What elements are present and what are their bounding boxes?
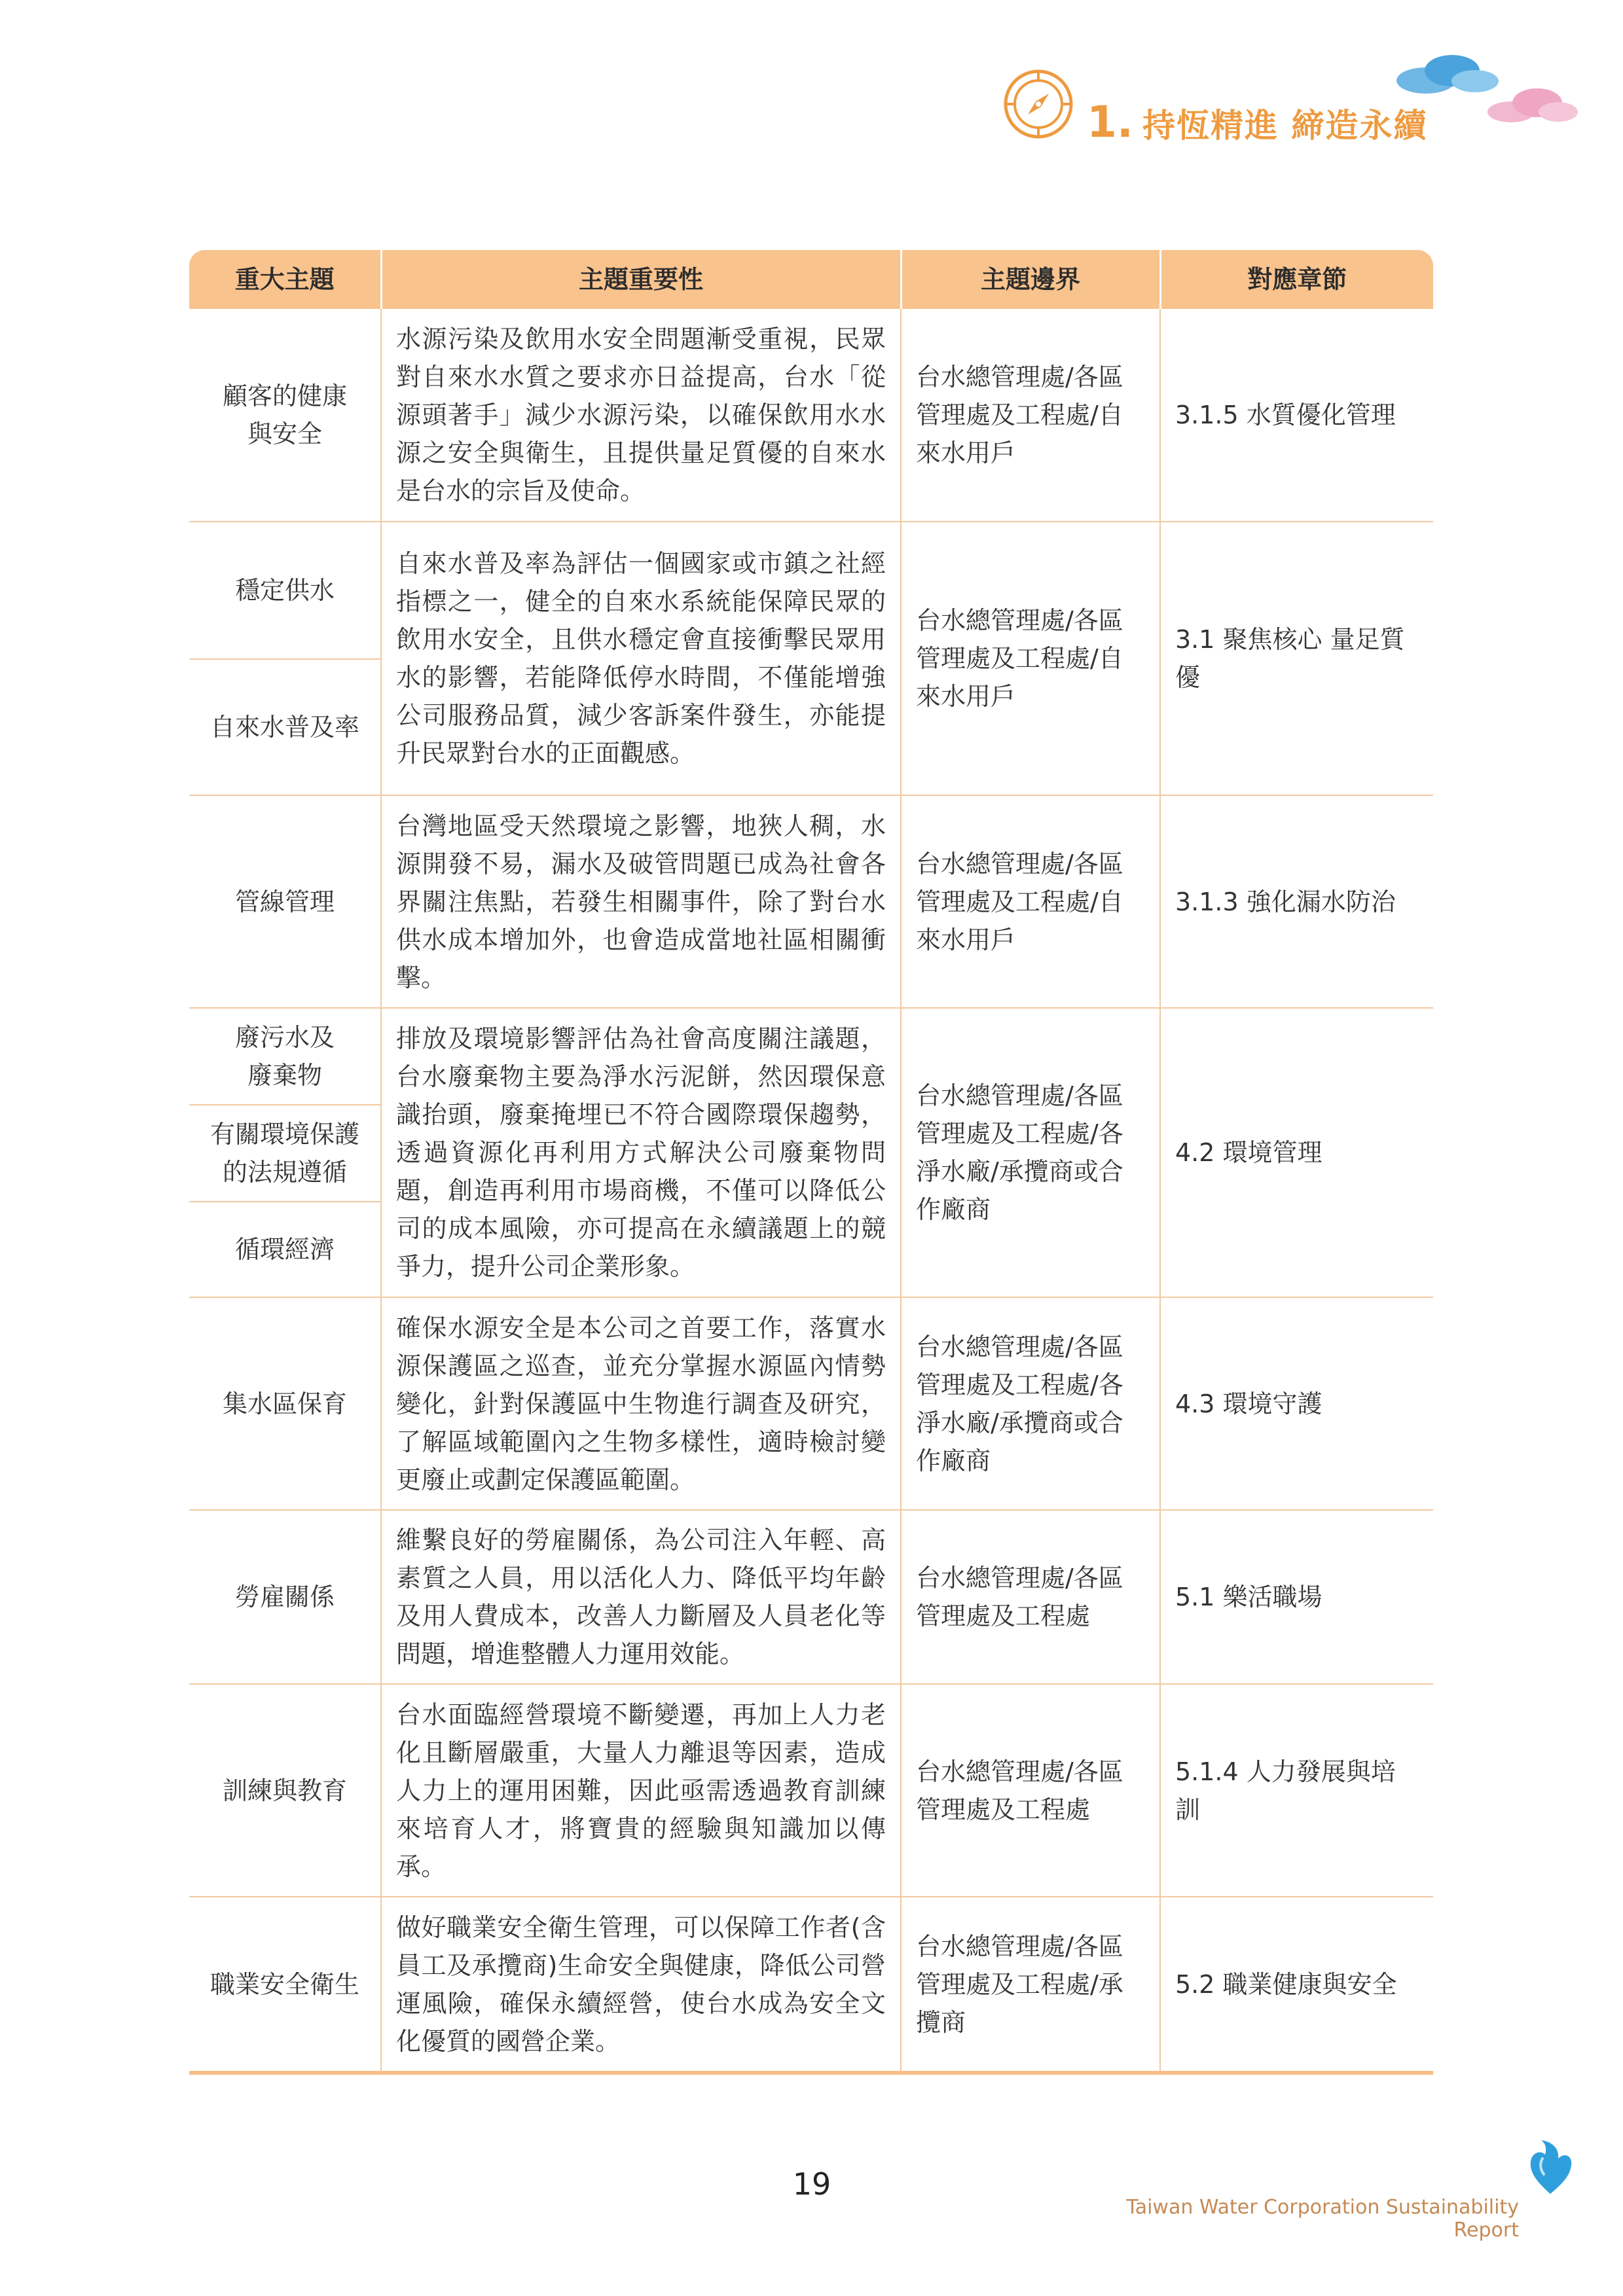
header-topic: 重大主題 (189, 250, 381, 309)
topic-cell: 職業安全衛生 (189, 1897, 381, 2071)
boundary-cell: 台水總管理處/各區管理處及工程處/自來水用戶 (901, 309, 1160, 522)
topic-cell: 顧客的健康 與安全 (222, 382, 347, 448)
chapter-cell: 3.1.5 水質優化管理 (1160, 309, 1433, 522)
chapter-number: 1. (1087, 97, 1133, 147)
table-row (189, 309, 1433, 522)
page-number: 19 (792, 2166, 831, 2202)
table-row (189, 795, 1433, 1008)
topic-cell: 有關環境保護 的法規遵循 (189, 1105, 381, 1202)
chapter-cell: 4.3 環境守護 (1160, 1297, 1433, 1510)
chapter-title: 持恆精進 締造永續 (1142, 107, 1428, 145)
chapter-cell: 3.1.3 強化漏水防治 (1160, 795, 1433, 1008)
importance-cell: 台灣地區受天然環境之影響，地狹人稠，水源開發不易，漏水及破管問題已成為社會各界關注焦點，若發生相關事件，除了對台水供水成本增加外，也會造成當地社區相關衝擊。 (381, 795, 901, 1008)
topic-cell: 集水區保育 (189, 1297, 381, 1510)
chapter-cell: 5.1.4 人力發展與培訓 (1160, 1684, 1433, 1897)
table-bottom-rule (189, 2071, 1433, 2075)
importance-cell: 維繫良好的勞雇關係，為公司注入年輕、高素質之人員，用以活化人力、降低平均年齡及用人費成本，改善人力斷層及人員老化等問題，增進整體人力運用效能。 (381, 1510, 901, 1684)
chapter-cell: 3.1 聚焦核心 量足質優 (1160, 522, 1433, 795)
cloud-icon (1485, 82, 1580, 128)
table-row (189, 1297, 1433, 1510)
header-chapter: 對應章節 (1160, 250, 1433, 309)
topic-cell: 穩定供水 (189, 522, 381, 659)
importance-cell: 水源污染及飲用水安全問題漸受重視，民眾對自來水水質之要求亦日益提高，台水「從源頭著手」減少水源污染，以確保飲用水水源之安全與衛生，且提供量足質優的自來水是台水的宗旨及使命。 (381, 309, 901, 522)
chapter-heading (1087, 97, 1427, 149)
page-header (0, 0, 1623, 196)
report-name: Taiwan Water Corporation Sustainability Report (1126, 2196, 1519, 2242)
boundary-cell: 台水總管理處/各區管理處及工程處 (901, 1510, 1160, 1684)
compass-icon (1002, 67, 1075, 141)
boundary-cell: 台水總管理處/各區管理處及工程處/各淨水廠/承攬商或合作廠商 (901, 1297, 1160, 1510)
table-row (189, 1897, 1433, 2071)
table-header-row (189, 250, 1433, 309)
boundary-cell: 台水總管理處/各區管理處及工程處/自來水用戶 (901, 795, 1160, 1008)
topic-cell: 勞雇關係 (189, 1510, 381, 1684)
importance-cell: 做好職業安全衛生管理，可以保障工作者(含員工及承攬商)生命安全與健康，降低公司營運風險，確保永續經營，使台水成為安全文化優質的國營企業。 (381, 1897, 901, 2071)
chapter-cell: 4.2 環境管理 (1160, 1008, 1433, 1297)
boundary-cell: 台水總管理處/各區管理處及工程處/承攬商 (901, 1897, 1160, 2071)
topic-cell: 循環經濟 (189, 1202, 381, 1297)
boundary-cell: 台水總管理處/各區管理處及工程處/各淨水廠/承攬商或合作廠商 (901, 1008, 1160, 1297)
importance-cell: 台水面臨經營環境不斷變遷，再加上人力老化且斷層嚴重，大量人力離退等因素，造成人力上的運用困難，因此亟需透過教育訓練來培育人才，將寶貴的經驗與知識加以傳承。 (381, 1684, 901, 1897)
header-importance: 主題重要性 (381, 250, 901, 309)
table-row (189, 1510, 1433, 1684)
importance-cell: 確保水源安全是本公司之首要工作，落實水源保護區之巡查，並充分掌握水源區內情勢變化，針對保護區中生物進行調查及研究，了解區域範圍內之生物多樣性，適時檢討變更廢止或劃定保護區範圍。 (381, 1297, 901, 1510)
boundary-cell: 台水總管理處/各區管理處及工程處 (901, 1684, 1160, 1897)
topic-cell: 廢污水及 廢棄物 (189, 1008, 381, 1105)
table-row (189, 1008, 1433, 1105)
importance-cell: 自來水普及率為評估一個國家或市鎮之社經指標之一，健全的自來水系統能保障民眾的飲用水安全，且供水穩定會直接衝擊民眾用水的影響，若能降低停水時間，不僅能增強公司服務品質，減少客訴案件發生，亦能提升民眾對台水的正面觀感。 (381, 522, 901, 795)
material-topics-table (189, 250, 1433, 2071)
water-drop-heart-icon (1525, 2139, 1575, 2198)
chapter-cell: 5.2 職業健康與安全 (1160, 1897, 1433, 2071)
topic-cell: 管線管理 (189, 795, 381, 1008)
boundary-cell: 台水總管理處/各區管理處及工程處/自來水用戶 (901, 522, 1160, 795)
table-row (189, 522, 1433, 659)
table-row (189, 1684, 1433, 1897)
importance-cell: 排放及環境影響評估為社會高度關注議題，台水廢棄物主要為淨水污泥餅，然因環保意識抬頭，廢棄掩埋已不符合國際環保趨勢，透過資源化再利用方式解決公司廢棄物問題，創造再利用市場商機，不僅可以降低公司的成本風險，亦可提高在永續議題上的競爭力，提升公司企業形象。 (381, 1008, 901, 1297)
header-boundary: 主題邊界 (901, 250, 1160, 309)
topic-cell: 自來水普及率 (189, 659, 381, 795)
chapter-cell: 5.1 樂活職場 (1160, 1510, 1433, 1684)
topic-cell: 訓練與教育 (189, 1684, 381, 1897)
